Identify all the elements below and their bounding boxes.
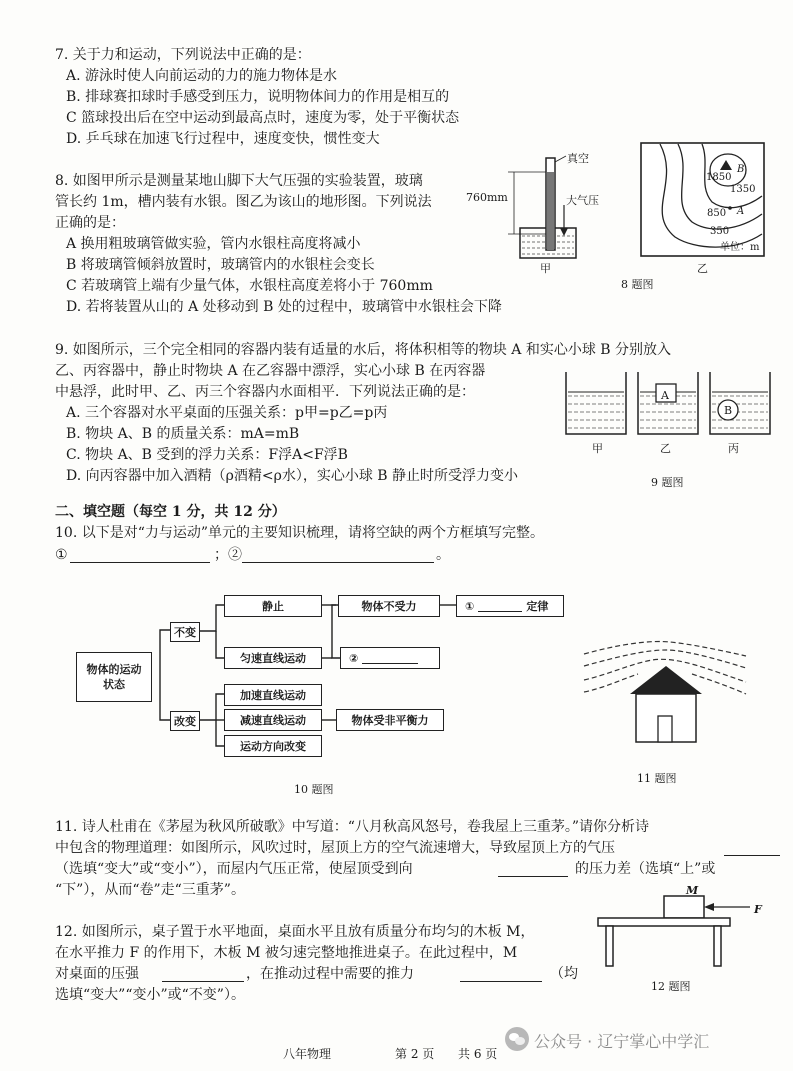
q10-node-blank1[interactable]: [456, 595, 564, 617]
q9-option-c: C. 物块 A、B 受到的浮力关系：F浮A<F浮B: [66, 447, 348, 463]
q7-option-b: B. 排球赛扣球时手感受到压力，说明物体间力的作用是相互的: [66, 89, 450, 105]
q9-stem-line1: 9. 如图所示，三个完全相同的容器内装有适量的水后，将体积相等的物块 A 和实心小球 B 分别放入: [55, 342, 672, 358]
q10-blank2-marker: ；②: [214, 547, 242, 563]
q12-line3-end: （均: [550, 966, 578, 982]
q8-height-label: 760mm: [466, 191, 508, 204]
q8-contour-850: 850: [707, 208, 727, 219]
q12-figure-label: 12 题图: [651, 980, 691, 993]
q8-vacuum-label: 真空: [567, 152, 589, 165]
q11-line4: “下”），从而“卷”走“三重茅”。: [55, 882, 245, 898]
q9-fig-yi: 乙: [660, 442, 671, 455]
q12-line2: 在水平推力 F 的作用下，木板 M 被匀速完整地推进桌子。在此过程中，M: [55, 945, 518, 961]
q12-line1: 12. 如图所示，桌子置于水平地面，桌面水平且放有质量分布均匀的木板 M，: [55, 924, 535, 940]
q10-node-root: 物体的运动状态: [76, 652, 152, 702]
q12-label-f: F: [754, 903, 762, 916]
q10-node-blank2-line: [362, 653, 418, 664]
q9-fig-jia: 甲: [592, 442, 603, 455]
q8-option-a: A 换用粗玻璃管做实验，管内水银柱高度将减小: [66, 236, 361, 252]
q11-answer-blank2[interactable]: [498, 876, 568, 877]
q8-point-a: A: [737, 206, 745, 217]
q7-option-a: A. 游泳时使人向前运动的力的施力物体是水: [66, 68, 338, 84]
q11-figure-label: 11 题图: [637, 772, 677, 785]
q10-stem: 10. 以下是对“力与运动”单元的主要知识梳理，请将空缺的两个方框填写完整。: [55, 525, 545, 541]
q11-house-figure: [580, 630, 750, 745]
q10-node-dir-change: 运动方向改变: [224, 735, 322, 757]
q10-figure-label: 10 题图: [294, 783, 334, 796]
q12-line3-start: 对桌面的压强: [55, 966, 139, 982]
q8-fig-jia-caption: 甲: [540, 262, 551, 275]
q7-stem: 7. 关于力和运动，下列说法中正确的是：: [55, 47, 311, 63]
q10-node-blank2[interactable]: [340, 647, 440, 669]
q12-answer-blank2[interactable]: [460, 981, 542, 982]
q10-node-law: 定律: [526, 600, 549, 613]
q10-node-blank2-marker: ②: [349, 651, 359, 665]
footer-subject: 八年物理: [283, 1047, 332, 1061]
q8-contour-1850: 1850: [706, 172, 732, 183]
q8-stem-line1: 8. 如图甲所示是测量某地山脚下大气压强的实验装置，玻璃: [55, 173, 423, 189]
q11-line1: 11. 诗人杜甫在《茅屋为秋风所破歌》中写道：“八月秋高风怒号，卷我屋上三重茅。”请你分析诗: [55, 819, 650, 835]
q12-label-m: M: [686, 884, 699, 897]
q8-contour-350: 350: [710, 226, 730, 237]
q10-node-uniform: 匀速直线运动: [224, 647, 322, 669]
q8-contour-unit: 单位：m: [720, 242, 760, 253]
q8-figure-label: 8 题图: [621, 278, 654, 291]
q8-stem-line2: 管长约 1m，槽内装有水银。图乙为该山的地形图。下列说法: [55, 194, 432, 210]
q10-node-decel: 减速直线运动: [224, 709, 322, 731]
q12-line4: 选填“变大”“变小”或“不变”）。: [55, 987, 245, 1003]
footer-total: 共 6 页: [458, 1047, 498, 1061]
q9-fig-bing: 丙: [728, 442, 739, 455]
q10-blank1-marker: ①: [55, 547, 68, 563]
q10-node-blank1-marker: ①: [465, 599, 475, 613]
q10-node-no-force: 物体不受力: [338, 595, 440, 617]
q10-node-unchanged: 不变: [170, 622, 200, 642]
q9-figure-label: 9 题图: [651, 476, 684, 489]
q9-ball-b-label: B: [724, 404, 733, 417]
q8-option-d: D. 若将装置从山的 A 处移动到 B 处的过程中，玻璃管中水银柱会下降: [66, 299, 502, 315]
q12-line3-mid: ，在推动过程中需要的推力: [246, 966, 414, 982]
q11-line2: 中包含的物理道理：如图所示，风吹过时，屋顶上方的空气流速增大，导致屋顶上方的气压: [55, 840, 615, 856]
wechat-icon: [505, 1027, 529, 1051]
q8-stem-line3: 正确的是：: [55, 215, 125, 231]
q10-node-unbalanced: 物体受非平衡力: [336, 709, 444, 731]
q10-node-accel: 加速直线运动: [224, 684, 322, 706]
q7-option-c: C 篮球投出后在空中运动到最高点时，速度为零，处于平衡状态: [66, 110, 460, 126]
q8-option-c: C 若玻璃管上端有少量气体，水银柱高度差将小于 760mm: [66, 278, 433, 294]
q12-table-figure: [592, 880, 767, 970]
q11-line3-tail: 的压力差（选填“上”或: [575, 861, 716, 877]
q10-node-blank1-line: [478, 601, 522, 612]
q8-contour-1350: 1350: [730, 184, 756, 195]
q7-option-d: D. 乒乓球在加速飞行过程中，速度变快，惯性变大: [66, 131, 380, 147]
q12-answer-blank1[interactable]: [162, 981, 244, 982]
q9-stem-line2: 乙、丙容器中，静止时物块 A 在乙容器中漂浮，实心小球 B 在丙容器: [55, 363, 486, 379]
q10-node-still: 静止: [224, 595, 322, 617]
q8-point-b: B: [737, 164, 745, 175]
q8-atm-label: 大气压: [566, 194, 599, 207]
q9-option-b: B. 物块 A、B 的质量关系：mA=mB: [66, 426, 300, 442]
q10-node-changed: 改变: [170, 711, 200, 731]
q9-option-a: A. 三个容器对水平桌面的压强关系：p甲=p乙=p丙: [66, 405, 388, 421]
q11-line3: （选填“变大”或“变小”），而屋内气压正常，使屋顶受到向: [55, 861, 413, 877]
q9-stem-line3: 中悬浮，此时甲、乙、丙三个容器内水面相平．下列说法正确的是：: [55, 384, 475, 400]
q11-answer-blank1[interactable]: [724, 855, 780, 856]
q9-block-a-label: A: [661, 389, 669, 402]
footer-page: 第 2 页: [395, 1047, 435, 1061]
q8-fig-yi-caption: 乙: [697, 262, 708, 275]
q10-end-mark: 。: [436, 547, 450, 563]
section2-heading: 二、填空题（每空 1 分，共 12 分）: [55, 504, 286, 520]
watermark-text: 公众号 · 辽宁掌心中学汇: [534, 1032, 710, 1051]
q8-option-b: B 将玻璃管倾斜放置时，玻璃管内的水银柱会变长: [66, 257, 375, 273]
q9-option-d: D. 向丙容器中加入酒精（ρ酒精<ρ水），实心小球 B 静止时所受浮力变小: [66, 468, 519, 484]
